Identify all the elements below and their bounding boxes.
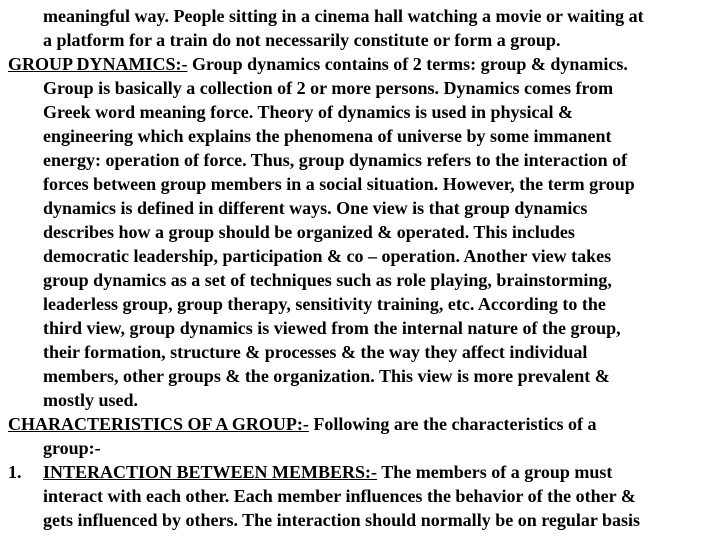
intro-line-1: meaningful way. People sitting in a cinema hall watching a movie or waiting at [43,6,644,26]
group-dynamics-line: third view, group dynamics is viewed from the internal nature of the group, [43,318,621,338]
group-dynamics-line: describes how a group should be organized & operated. This includes [43,222,575,242]
group-dynamics-heading-line [8,52,628,76]
group-dynamics-line: their formation, structure & processes & the way they affect individual [43,342,588,362]
group-dynamics-line: group dynamics as a set of techniques such as role playing, brainstorming, [43,270,612,290]
list-number: 1. [8,462,22,482]
group-dynamics-line: leaderless group, group therapy, sensitivity training, etc. According to the [43,294,606,314]
group-dynamics-line: members, other groups & the organization. This view is more prevalent & [43,366,610,386]
item1-heading-line [43,460,612,484]
group-dynamics-first-line: Group dynamics contains of 2 terms: group & dynamics. [187,54,628,74]
characteristics-second-line: group:- [43,438,101,458]
group-dynamics-line: Greek word meaning force. Theory of dynamics is used in physical & [43,102,574,122]
intro-line-2: a platform for a train do not necessarily constitute or form a group. [43,30,561,50]
item1-line: gets influenced by others. The interaction should normally be on regular basis [43,510,641,530]
characteristics-first-line: Following are the characteristics of a [308,414,597,434]
group-dynamics-line: energy: operation of force. Thus, group dynamics refers to the interaction of [43,150,628,170]
group-dynamics-line: Group is basically a collection of 2 or more persons. Dynamics comes from [43,78,614,98]
item1-first-line: The members of a group must [377,462,613,482]
group-dynamics-line: democratic leadership, participation & co – operation. Another view takes [43,246,612,266]
group-dynamics-line: mostly used. [43,390,139,410]
group-dynamics-line: engineering which explains the phenomena of universe by some immanent [43,126,612,146]
characteristics-heading-line [8,412,596,436]
group-dynamics-line: dynamics is defined in different ways. One view is that group dynamics [43,198,588,218]
characteristics-heading: CHARACTERISTICS OF A GROUP:- [8,414,309,434]
item1-heading: INTERACTION BETWEEN MEMBERS:- [43,462,378,482]
group-dynamics-line: forces between group members in a social situation. However, the term group [43,174,635,194]
item1-line: interact with each other. Each member influences the behavior of the other & [43,486,636,506]
group-dynamics-heading: GROUP DYNAMICS:- [8,54,188,74]
